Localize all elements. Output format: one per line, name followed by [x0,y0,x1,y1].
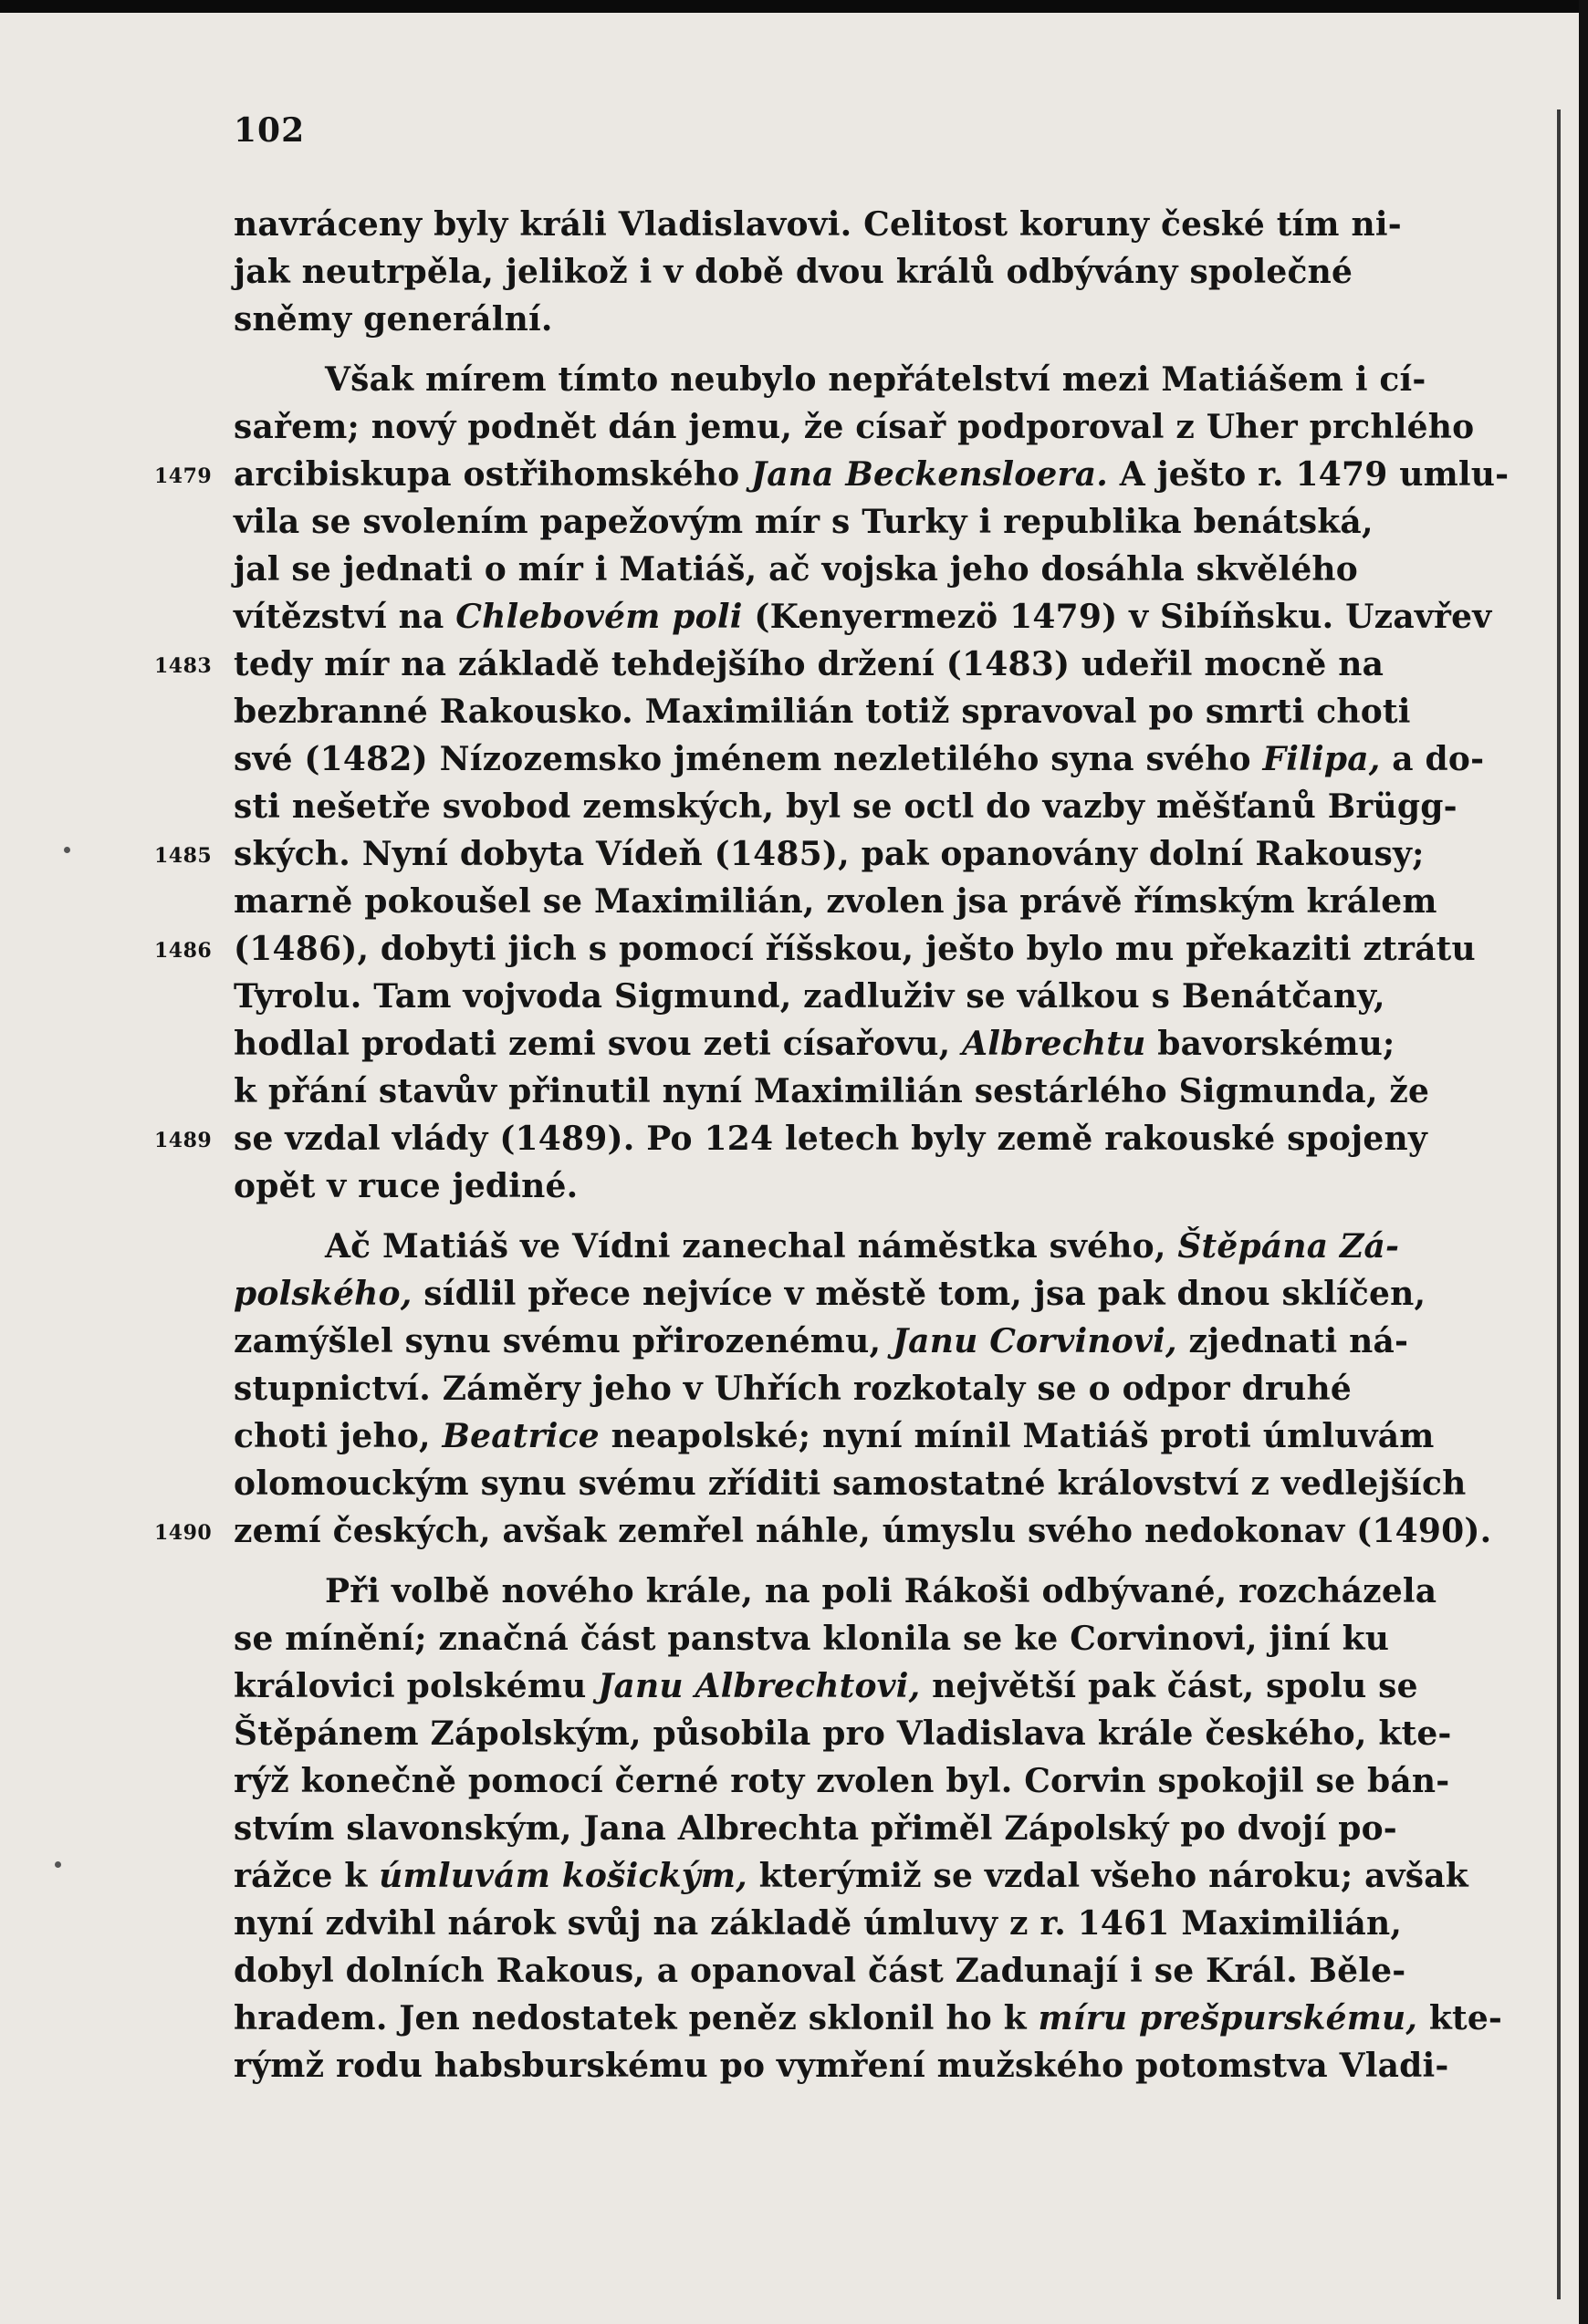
italic-name: úmluvám košickým, [379,1857,747,1895]
margin-year-note: 1486 [154,939,213,963]
text-line [234,1460,1467,1507]
text-run: královici polskému [234,1667,599,1705]
text-run: kterýmiž se vzdal všeho nároku; avšak [747,1857,1468,1895]
page-number: 102 [234,111,306,150]
text-run: zjednati ná- [1176,1322,1409,1360]
text-line [234,1947,1406,1995]
text-run: (Kenyermezö 1479) v Sibíňsku. Uzavřev [742,598,1492,636]
margin-year-note: 1490 [154,1521,213,1545]
text-run: největší pak část, spolu se [920,1667,1418,1705]
text-run: Při volbě nového krále, na poli Rákoši odbývané, rozcházela [325,1572,1437,1610]
text-run: zamýšlel synu svému přirozenému, [234,1322,893,1360]
text-line [234,1568,1437,1615]
text-run: vítězství na [234,598,456,636]
ink-speck [64,847,70,853]
text-line [234,878,1437,925]
italic-name: Beatrice [442,1417,600,1455]
text-line [234,1270,1426,1318]
text-line [234,1757,1450,1805]
text-run: vila se svolením papežovým mír s Turky i republika benátská, [234,503,1374,541]
text-run: Však mírem tímto neubylo nepřátelství mezi Matiášem i cí- [325,360,1426,399]
text-line [234,356,1426,403]
text-run: se vzdal vlády (1489). Po 124 letech byly země rakouské spojeny [234,1120,1427,1158]
margin-year-note: 1485 [154,844,213,868]
text-line [234,296,1349,343]
text-run: rýž konečně pomocí černé roty zvolen byl. Corvin spokojil se bán- [234,1762,1450,1800]
text-line [234,1615,1390,1662]
text-run: neapolské; nyní mínil Matiáš proti úmluvám [599,1417,1435,1455]
text-line [234,1223,1400,1270]
text-run: hodlal prodati zemi svou zeti císařovu, [234,1025,963,1063]
text-run: olomouckým synu svému zříditi samostatné království z vedlejších [234,1464,1467,1503]
text-line [154,830,1425,878]
text-run: rýmž rodu habsburskému po vymření mužského potomstva Vladi- [234,2047,1449,2085]
text-line [234,1318,1409,1365]
italic-name: Janu Albrechtovi, [598,1667,921,1705]
scan-right-border [1579,0,1588,2324]
text-run: sti nešetře svobod zemských, byl se octl do vazby měšťanů Brügg- [234,787,1457,826]
text-line [234,201,1402,248]
scan-top-border [0,0,1588,13]
ink-speck [55,1861,61,1868]
text-run: arcibiskupa ostřihomského [234,455,752,494]
text-run: choti jeho, [234,1417,443,1455]
text-line [234,1162,1349,1210]
text-run: bezbranné Rakousko. Maximilián totiž spravoval po smrti choti [234,693,1411,731]
text-run: bavorskému; [1145,1025,1395,1063]
text-run: sařem; nový podnět dán jemu, že císař podporoval z Uher prchlého [234,408,1475,446]
text-run: stupnictví. Záměry jeho v Uhřích rozkotaly se o odpor druhé [234,1370,1353,1408]
text-line [234,403,1475,451]
italic-name: Janu Corvinovi, [892,1322,1177,1360]
margin-year-note: 1479 [154,464,213,488]
text-line [234,783,1457,830]
body-text [154,201,1510,2090]
italic-name: Albrechtu [962,1025,1146,1063]
text-run: kte- [1417,1999,1503,2037]
margin-year-note: 1483 [154,654,213,678]
text-run: sněmy generální. [234,300,553,339]
text-run: k přání stavův přinutil nyní Maximilián sestárlého Sigmunda, že [234,1072,1430,1110]
text-line [234,546,1359,593]
italic-name: Filipa, [1262,740,1381,778]
text-line [234,973,1385,1020]
text-run: nyní zdvihl nárok svůj na základě úmluvy z r. 1461 Maximilián, [234,1904,1403,1943]
margin-year-note: 1489 [154,1129,213,1152]
text-run: jal se jednati o mír i Matiáš, ač vojska jeho dosáhla skvělého [234,550,1359,589]
italic-name: Jana Beckensloera. [751,455,1108,494]
text-line [154,1115,1427,1162]
text-run: se mínění; značná část panstva klonila se ke Corvinovi, jiní ku [234,1620,1390,1658]
text-line [234,1068,1430,1115]
text-run: dobyl dolních Rakous, a opanoval část Zadunají i se Král. Běle- [234,1952,1406,1990]
text-line [234,1900,1403,1947]
text-run: ských. Nyní dobyta Vídeň (1485), pak opanovány dolní Rakousy; [234,835,1425,873]
text-run: navráceny byly králi Vladislavovi. Celitost koruny české tím ni- [234,205,1402,244]
text-line [234,1710,1452,1757]
text-run: a do- [1380,740,1485,778]
text-run: hradem. Jen nedostatek peněz sklonil ho k [234,1999,1039,2037]
text-run: Ač Matiáš ve Vídni zanechal náměstka svého, [325,1227,1178,1266]
text-line [234,593,1492,641]
text-run: jak neutrpěla, jelikož i v době dvou králů odbývány společné [234,253,1353,291]
text-line [234,2042,1449,2090]
text-line [234,1020,1395,1068]
page-edge-rule [1557,109,1561,2299]
text-run: zemí českých, avšak zemřel náhle, úmyslu svého nedokonav (1490). [234,1512,1492,1550]
text-line [234,735,1485,783]
text-line [234,498,1374,546]
text-line [154,641,1384,688]
text-line [234,688,1411,735]
text-run: stvím slavonským, Jana Albrechta přiměl Zápolský po dvojí po- [234,1809,1397,1848]
text-run: rážce k [234,1857,380,1895]
text-line [154,451,1510,498]
text-run: Tyrolu. Tam vojvoda Sigmund, zadluživ se válkou s Benátčany, [234,977,1385,1016]
italic-name: polského, [234,1275,413,1313]
text-run: sídlil přece nejvíce v městě tom, jsa pak dnou sklíčen, [412,1275,1426,1313]
text-line [234,1805,1397,1852]
text-run: své (1482) Nízozemsko jménem nezletilého syna svého [234,740,1263,778]
text-line [154,925,1476,973]
text-run: Štěpánem Zápolským, působila pro Vladislava krále českého, kte- [234,1714,1452,1753]
text-line [234,1365,1353,1412]
text-run: tedy mír na základě tehdejšího držení (1483) udeřil mocně na [234,645,1384,683]
text-run: (1486), dobyti jich s pomocí říšskou, ještо bylo mu překaziti ztrátu [234,930,1476,968]
text-line [154,1507,1492,1555]
text-line [234,248,1353,296]
text-line [234,1662,1418,1710]
italic-name: míru prešpurskému, [1038,1999,1418,2037]
text-run: A ještо r. 1479 umlu- [1107,455,1510,494]
text-line [234,1995,1503,2042]
text-line [234,1412,1435,1460]
text-run: opět v ruce jediné. [234,1167,579,1205]
italic-name: Štěpána Zá- [1177,1227,1400,1266]
text-line [234,1852,1468,1900]
italic-name: Chlebovém poli [455,598,743,636]
text-run: marně pokoušel se Maximilián, zvolen jsa právě římským králem [234,882,1437,921]
